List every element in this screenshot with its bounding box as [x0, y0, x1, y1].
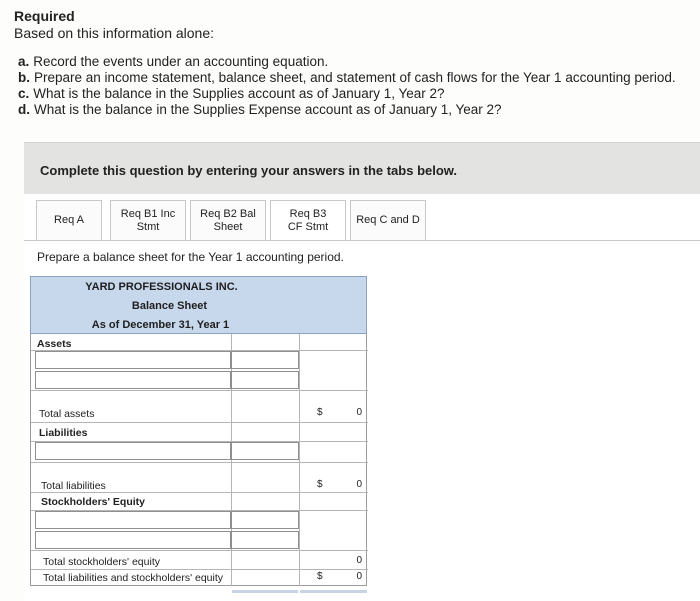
total-underline [300, 590, 367, 593]
total-liabilities-label: Total liabilities [41, 480, 106, 492]
equity-amount-input-1[interactable] [231, 511, 299, 529]
tab-bar [24, 200, 700, 246]
instruction-banner [24, 142, 700, 194]
total-assets-label: Total assets [39, 408, 95, 420]
asset-amount-input-2[interactable] [231, 371, 299, 389]
tab-req-b3[interactable]: Req B3 CF Stmt [270, 200, 346, 240]
total-equity-label: Total stockholders' equity [43, 556, 160, 568]
banner-text: Complete this question by entering your answers in the tabs below. [40, 163, 458, 178]
row-line [31, 492, 368, 493]
liabilities-label: Liabilities [39, 427, 88, 439]
asset-amount-input-1[interactable] [231, 351, 299, 369]
question-panel [24, 194, 700, 601]
total-liabilities-equity-value: 0 [356, 571, 362, 582]
tab-req-a[interactable]: Req A [36, 200, 102, 240]
row-line [31, 390, 368, 391]
total-underline [232, 590, 298, 593]
total-equity-value: 0 [356, 555, 362, 566]
row-line [31, 422, 368, 423]
equity-account-input-2[interactable] [35, 531, 231, 549]
row-line [31, 462, 368, 463]
tab-req-c-and-d[interactable]: Req C and D [350, 200, 426, 240]
tab-underline [24, 240, 700, 241]
tab-req-b1[interactable]: Req B1 Inc Stmt [110, 200, 186, 240]
liability-amount-input-1[interactable] [231, 442, 299, 460]
sheet-grid [30, 334, 367, 586]
required-list [18, 54, 676, 118]
total-liabilities-currency: $ [317, 479, 323, 490]
required-item-d: d. What is the balance in the Supplies Expense account as of January 1, Year 2? [18, 102, 502, 117]
prompt-text: Prepare a balance sheet for the Year 1 accounting period. [37, 250, 344, 264]
required-item-b: b. Prepare an income statement, balance sheet, and statement of cash flows for the Year 1 accounting period. [18, 70, 676, 85]
row-line [31, 550, 368, 551]
column-divider [299, 334, 300, 586]
statement-date: As of December 31, Year 1 [91, 319, 230, 331]
equity-amount-input-2[interactable] [231, 531, 299, 549]
assets-label: Assets [37, 338, 72, 350]
asset-account-input-1[interactable] [35, 351, 231, 369]
total-liabilities-value: 0 [356, 479, 362, 490]
tab-req-b2[interactable]: Req B2 Bal Sheet [190, 200, 266, 240]
total-liabilities-equity-currency: $ [317, 571, 323, 582]
sheet-header [30, 276, 367, 334]
equity-label: Stockholders' Equity [41, 496, 146, 508]
asset-account-input-2[interactable] [35, 371, 231, 389]
statement-name: Balance Sheet [131, 300, 208, 312]
company-name: YARD PROFESSIONALS INC. [85, 281, 238, 293]
required-title: Required [14, 8, 75, 24]
required-item-a: a. Record the events under an accounting equation. [18, 54, 329, 69]
total-assets-currency: $ [317, 407, 323, 418]
equity-account-input-1[interactable] [35, 511, 231, 529]
total-assets-value: 0 [356, 407, 362, 418]
row-line [31, 569, 368, 570]
liability-account-input-1[interactable] [35, 442, 231, 460]
required-item-c: c. What is the balance in the Supplies account as of January 1, Year 2? [18, 86, 445, 101]
total-liabilities-equity-label: Total liabilities and stockholders' equity [43, 572, 224, 584]
required-subtitle: Based on this information alone: [14, 25, 215, 41]
